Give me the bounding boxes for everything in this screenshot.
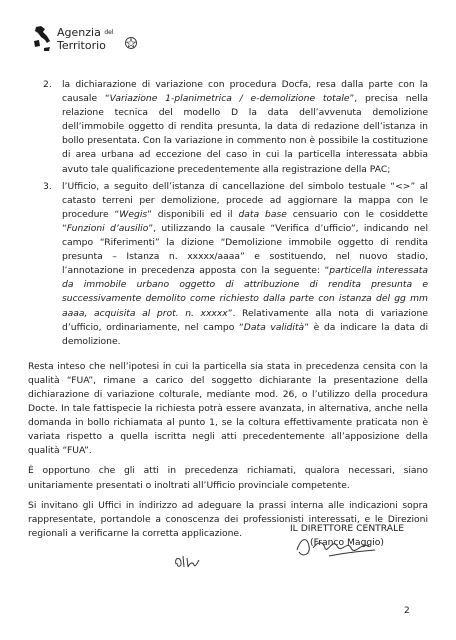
- logo-line2: Territorio: [57, 39, 106, 52]
- text-run: ” disponibili ed il: [147, 208, 239, 220]
- text-run: censuario con le cosiddette “: [62, 208, 428, 234]
- italic-run: Wegis: [119, 208, 148, 220]
- text-run: la dichiarazione di variazione con procedura Docfa, resa dalla parte con la causale “: [62, 79, 428, 105]
- text-run: ”, precisa nella relazione tecnica del modello D la data dell’avvenuta demolizione dell’immobile oggetto di rendita presunta, la data di redazione dell’istanza in bollo presentata. Con la variazione in commento non è possibile la costituzione di area urbana ad eccezione del caso in cui la particella interessata abbia avuto tale qualificazione precedentemente alla registrazione della PAC;: [62, 93, 429, 175]
- document-body: [28, 78, 428, 547]
- paragraph-fua: Resta inteso che nell’ipotesi in cui la particella sia stata in precedenza censita con la qualità “FUA”, rimane a carico del soggetto dichiarante la presentazione della dichiarazione di variazione colturale, mediante mod. 26, o l’utilizzo della procedura Docte. In tale fattispecie la richiesta potrà essere avanzata, in alternativa, anche nella domanda in bollo richiamata al punto 1, se la coltura effettivamente praticata non è variata rispetto a quella iscritta negli atti precedentemente all’apposizione della qualità “FUA”.: [28, 360, 428, 457]
- list-item-text: [62, 181, 428, 347]
- signature-name: (Franco Maggio): [309, 537, 384, 548]
- list-item-text: [62, 79, 428, 175]
- logo-sub: del: [104, 29, 114, 36]
- paragraph-invitation: Si invitano gli Uffici in indirizzo ad adeguare la prassi interna alle indicazioni sopra rappresentate, portandole a conoscenza dei professionisti interessati, e le Direzioni regionali a verificarne la corretta applicazione.: [28, 499, 428, 539]
- paragraph-presentation: È opportuno che gli atti in precedenza richiamati, qualora necessari, siano unitariamente presentati o inoltrati all’Ufficio provinciale competente.: [28, 465, 428, 491]
- list-item: [28, 180, 428, 349]
- list-item-number: 3.: [43, 180, 52, 192]
- italic-run: Variazione 1-planimetrica / e-demolizione totale: [109, 93, 350, 105]
- logo-line1: Agenzia: [57, 26, 101, 39]
- italic-run: particella interessata da immobile urbano oggetto di attribuzione di rendita presunta e successivamente demolito come richiesto dalla parte con istanza del gg mm aaaa, acquisita al prot. n. xxxxx: [62, 265, 428, 319]
- italy-map-icon: [32, 24, 54, 54]
- signature-title: IL DIRETTORE CENTRALE: [289, 523, 405, 534]
- handwritten-initials: [172, 552, 202, 572]
- page-number: 2: [404, 606, 410, 616]
- italic-run: data base: [238, 208, 287, 220]
- handwritten-signature: [279, 528, 389, 568]
- italic-run: Funzioni d’ausilio: [66, 222, 149, 234]
- italic-run: Data validità: [243, 321, 305, 333]
- republic-emblem-icon: [124, 36, 138, 50]
- text-run: l’Ufficio, a seguito dell’istanza di cancellazione del simbolo testuale “<>” al catasto terreni per demolizione, procede ad aggiornare la mappa con le procedure “: [62, 180, 428, 220]
- list-item: [28, 78, 428, 177]
- agency-logo: [32, 22, 152, 62]
- text-run: ”, utilizzando la causale “Verifica d’ufficio”, indicando nel campo “Riferimenti” la dizione “Demolizione immobile oggetto di rendita presunta – Istanza n. xxxxx/aaaa” e sostituendo, nel nuovo stadio, l’annotazione in precedenza apposta con la seguente: “: [62, 222, 428, 277]
- list-item-number: 2.: [43, 79, 52, 90]
- text-run: ”. Relativamente alla nota di variazione d’ufficio, ordinariamente, nel campo “: [62, 307, 429, 333]
- text-run: ” è da indicare la data di demolizione.: [62, 321, 428, 347]
